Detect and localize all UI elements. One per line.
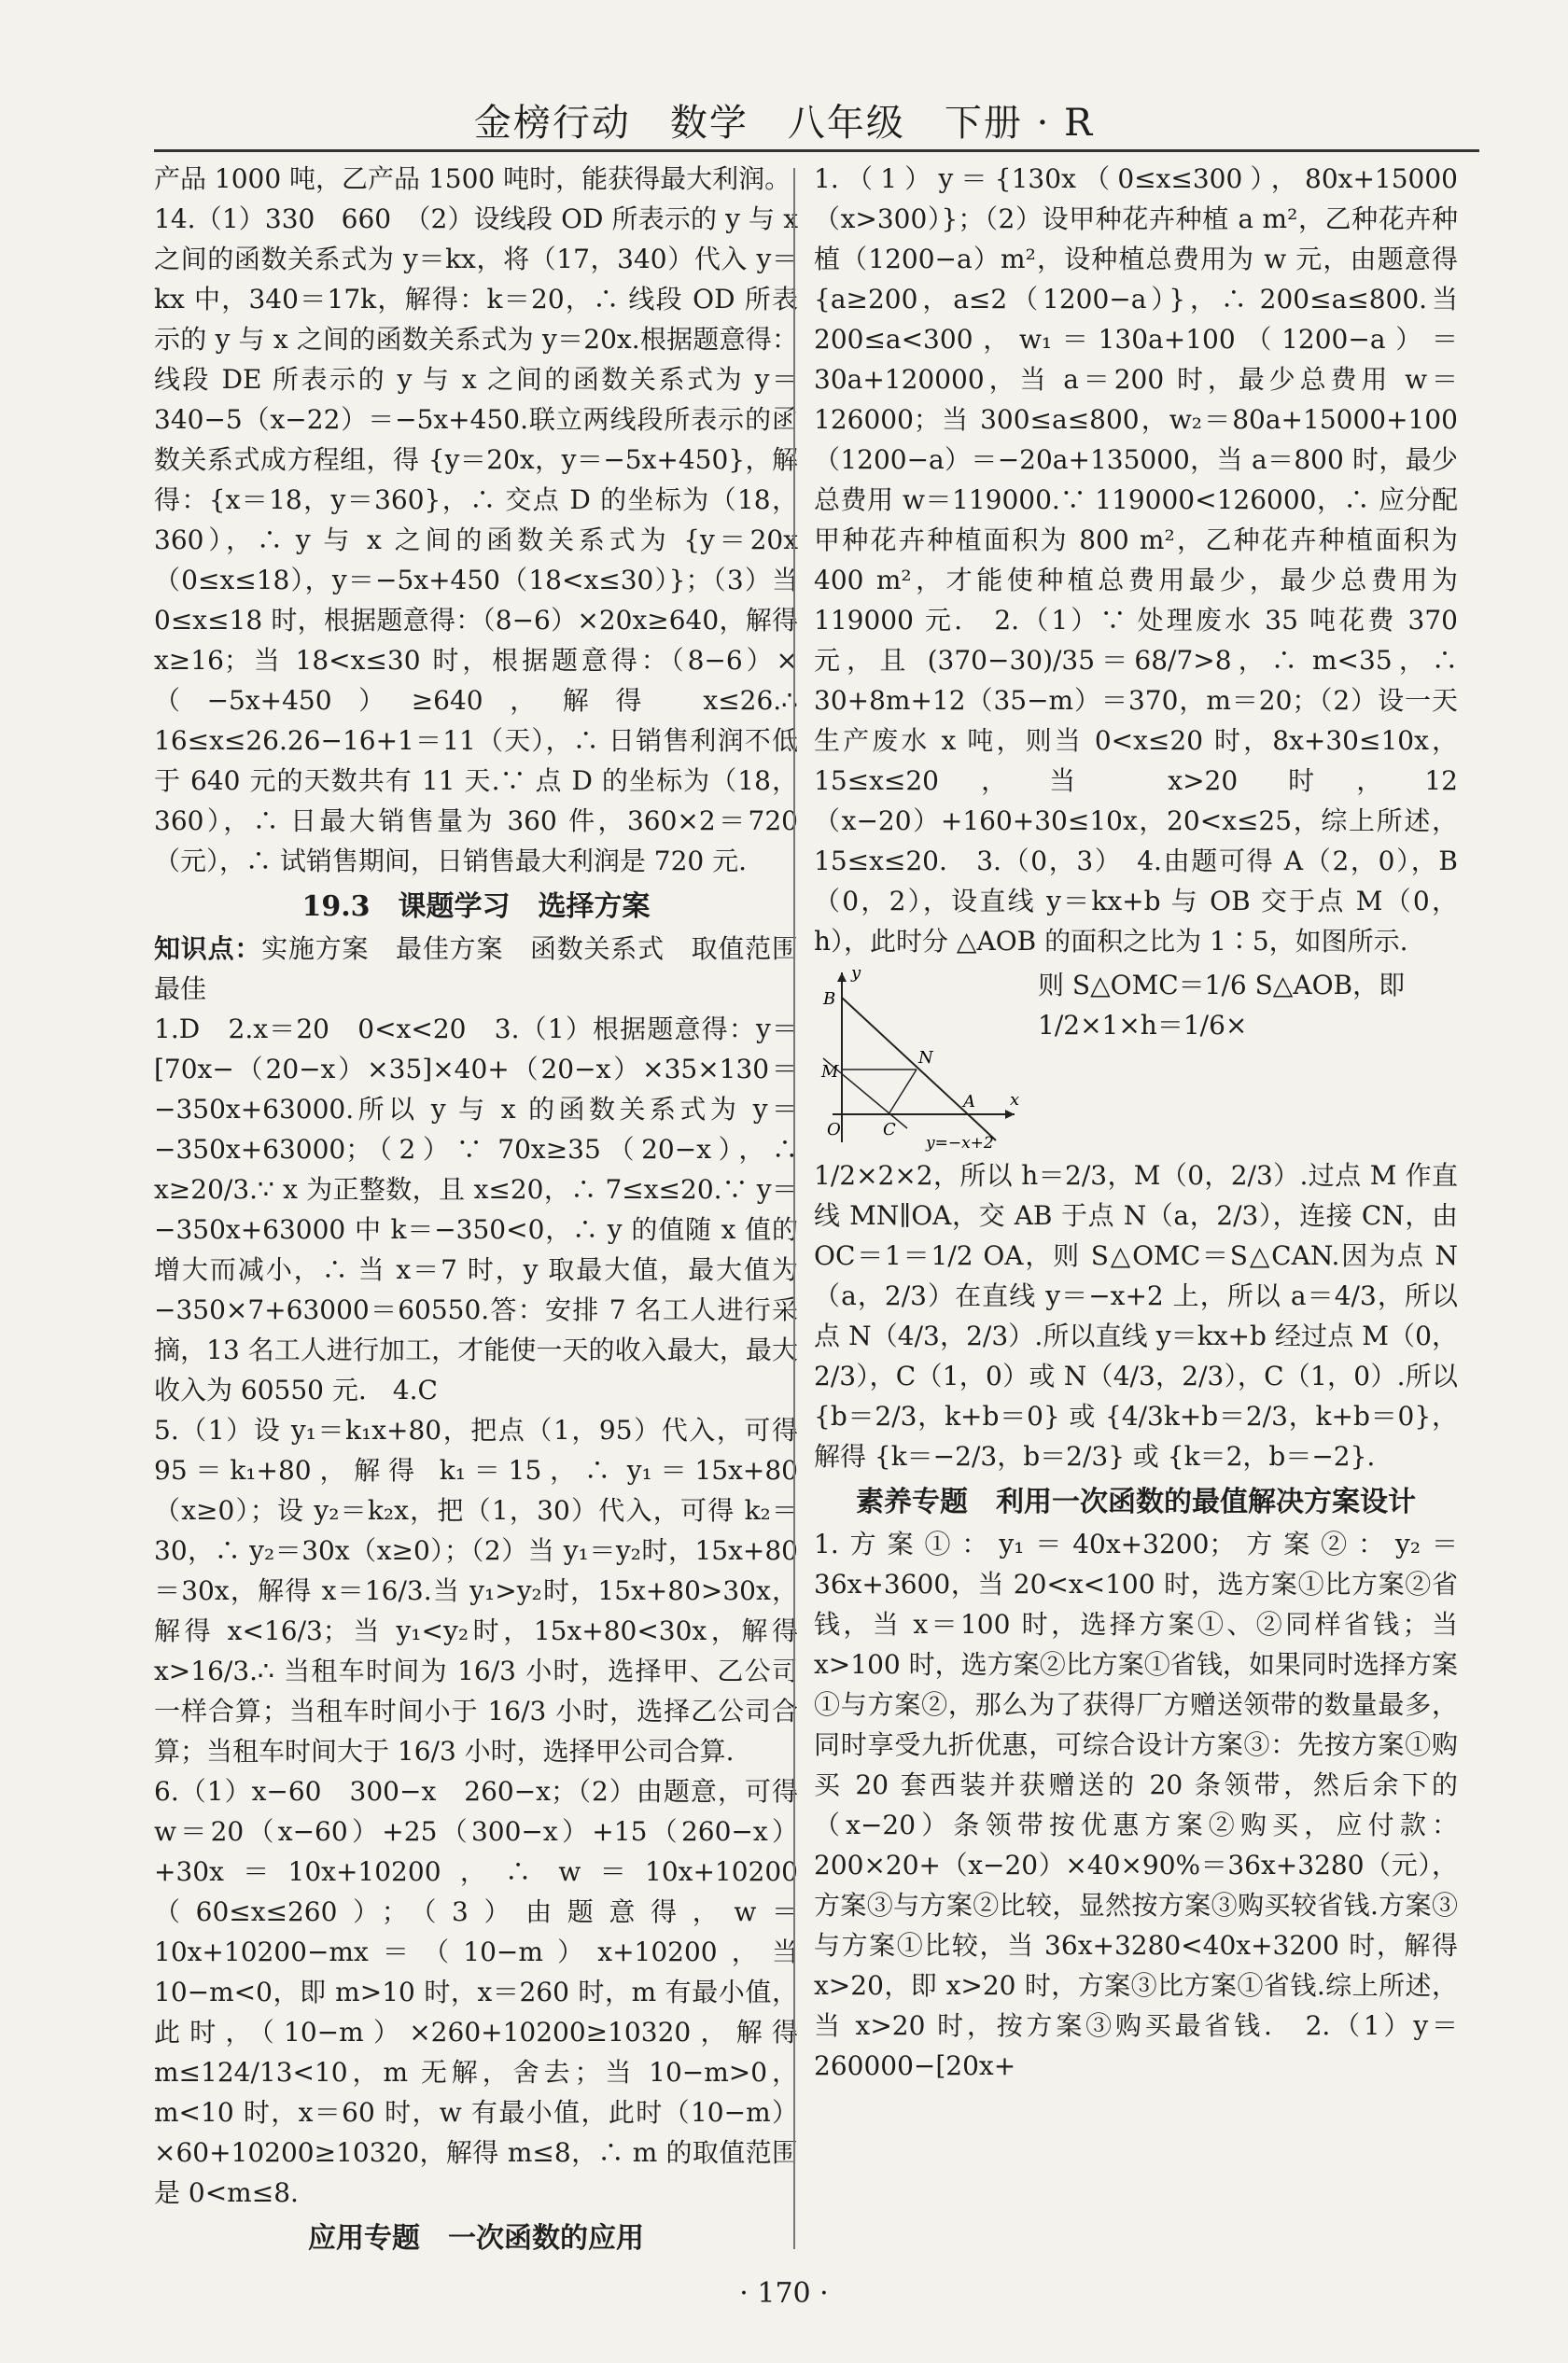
section-title-application: 应用专题 一次函数的应用 [308,2222,644,2255]
coordinate-figure [814,965,1458,1152]
label-m: M [821,1062,839,1082]
section-title-19-3: 19.3 课题学习 选择方案 [301,890,651,923]
left-paragraph-5: 6.（1）x−60 300−x 260−x；（2）由题意，可得 w＝20（x−60）+25（300−x）+15（260−x）+30x＝10x+10200，∴ w＝10x+10200（60≤x≤260）；（3）由题意得，w＝10x+10200−mx＝（10−m）x+10200，当 10−m<0，即 m>10 时，x＝260 时，m 有最小值，此时，（10−m）×260+10200≥10320，解得 m≤124/13<10，m 无解，舍去；当 10−m>0，m<10 时，x＝60 时，w 有最小值，此时（10−m）×60+10200≥10320，解得 m≤8，∴ m 的取值范围是 0<m≤8. [154,1776,798,2208]
right-paragraph-2: 1/2×2×2，所以 h＝2/3，M（0，2/3）.过点 M 作直线 MN∥OA，交 AB 于点 N（a，2/3），连接 CN，由 OC＝1＝1/2 OA，则 S△OMC＝S△CAN.因为点 N（a，2/3）在直线 y＝−x+2 上，所以 a＝4/3，所以点 N（4/3，2/3）.所以直线 y＝kx+b 经过点 M（0，2/3），C（1，0）或 N（4/3，2/3），C（1，0）.所以 {b＝2/3，k+b＝0} 或 {4/3k+b＝2/3，k+b＝0}，解得 {k＝−2/3，b＝2/3} 或 {k＝2，b＝−2}. [814,1160,1458,1472]
header-rule [154,149,1479,152]
line-cn [889,1070,917,1114]
right-column [814,159,1458,2249]
page-number: · 170 · [739,2277,829,2310]
coordinate-diagram [814,965,1029,1152]
left-column [154,159,825,2255]
left-paragraph-3: 1.D 2.x＝20 0<x<20 3.（1）根据题意得：y＝[70x−（20−x）×35]×40+（20−x）×35×130＝−350x+63000.所以 y 与 x 的函数关系式为 y＝−350x+63000；（2）∵ 70x≥35（20−x），∴ x≥20/3.∵ x 为正整数，且 x≤20，∴ 7≤x≤20.∵ y＝−350x+63000 中 k＝−350<0，∴ y 的值随 x 值的增大而减小，∴ 当 x＝7 时，y 取最大值，最大值为−350×7+63000＝60550.答：安排 7 名工人进行采摘，13 名工人进行加工，才能使一天的收入最大，最大收入为 60550 元. 4.C [154,1014,798,1405]
label-a: A [963,1092,975,1112]
label-x: x [1010,1090,1020,1110]
knowledge-label: 知识点： [154,933,262,964]
label-c: C [883,1120,896,1140]
x-axis-arrow [1005,1110,1015,1119]
left-paragraph-4: 5.（1）设 y₁＝k₁x+80，把点（1，95）代入，可得 95＝k₁+80，解得 k₁＝15，∴ y₁＝15x+80（x≥0）；设 y₂＝k₂x，把（1，30）代入，可得 k₂＝30，∴ y₂＝30x（x≥0）；（2）当 y₁＝y₂时，15x+80＝30x，解得 x＝16/3.当 y₁>y₂时，15x+80>30x，解得 x<16/3；当 y₁<y₂时，15x+80<30x，解得 x>16/3.∴ 当租车时间为 16/3 小时，选择甲、乙公司一样合算；当租车时间小于 16/3 小时，选择乙公司合算；当租车时间大于 16/3 小时，选择甲公司合算. [154,1415,798,1767]
figure-text: 则 S△OMC＝1/6 S△AOB，即 1/2×1×h＝1/6× [1038,970,1406,1041]
label-o: O [827,1120,841,1140]
label-y: y [851,963,861,983]
left-paragraph-1: 产品 1000 吨，乙产品 1500 吨时，能获得最大利润。 [154,163,791,194]
knowledge-text: 实施方案 最佳方案 函数关系式 取值范围 最佳 [154,933,825,1004]
section-title-literacy: 素养专题 利用一次函数的最值解决方案设计 [856,1486,1416,1518]
left-paragraph-2: 14.（1）330 660 （2）设线段 OD 所表示的 y 与 x 之间的函数关系式为 y＝kx，将（17，340）代入 y＝kx 中，340＝17k，解得：k＝20，∴ 线段 OD 所表示的 y 与 x 之间的函数关系式为 y＝20x.根据题意得：线段 DE 所表示的 y 与 x 之间的函数关系式为 y＝340−5（x−22）＝−5x+450.联立两线段所表示的函数关系式成方程组，得 {y＝20x，y＝−5x+450}，解得：{x＝18，y＝360}，∴ 交点 D 的坐标为（18，360），∴ y 与 x 之间的函数关系式为 {y＝20x（0≤x≤18），y＝−5x+450（18<x≤30）}；（3）当 0≤x≤18 时，根据题意得：（8−6）×20x≥640，解得 x≥16；当 18<x≤30 时，根据题意得：（8−6）×（−5x+450）≥640，解得 x≤26.∴ 16≤x≤26.26−16+1＝11（天），∴ 日销售利润不低于 640 元的天数共有 11 天.∵ 点 D 的坐标为（18，360），∴ 日最大销售量为 360 件，360×2＝720（元），∴ 试销售期间，日销售最大利润是 720 元. [154,203,798,876]
label-b: B [823,989,836,1009]
column-divider [793,168,795,2249]
right-paragraph-1: 1.（1）y＝{130x（0≤x≤300），80x+15000（x>300）}；（2）设甲种花卉种植 a m²，乙种花卉种植（1200−a）m²，设种植总费用为 w 元，由题意得 {a≥200，a≤2（1200−a）}，∴ 200≤a≤800.当 200≤a<300，w₁＝130a+100（1200−a）＝30a+120000，当 a＝200 时，最少总费用 w＝126000；当 300≤a≤800，w₂＝80a+15000+100（1200−a）＝−20a+135000，当 a＝800 时，最少总费用 w＝119000.∵ 119000<126000，∴ 应分配甲种花卉种植面积为 800 m²，乙种花卉种植面积为 400 m²，才能使种植总费用最少，最少总费用为 119000 元. 2.（1）∵ 处理废水 35 吨花费 370 元，且 (370−30)/35＝68/7>8，∴ m<35，∴ 30+8m+12（35−m）＝370，m＝20；（2）设一天生产废水 x 吨，则当 0<x≤20 时，8x+30≤10x，15≤x≤20，当 x>20 时，12（x−20）+160+30≤10x，20<x≤25，综上所述，15≤x≤20. 3.（0，3） 4.由题可得 A（2，0），B（0，2），设直线 y＝kx+b 与 OB 交于点 M（0，h），此时分 △AOB 的面积之比为 1∶5，如图所示. [814,163,1458,957]
right-paragraph-3: 1.方案①：y₁＝40x+3200；方案②：y₂＝36x+3600，当 20<x<100 时，选方案①比方案②省钱，当 x＝100 时，选择方案①、②同样省钱；当 x>100 时，选方案②比方案①省钱，如果同时选择方案①与方案②，那么为了获得厂方赠送领带的数量最多，同时享受九折优惠，可综合设计方案③：先按方案①购买 20 套西装并获赠送的 20 条领带，然后余下的（x−20）条领带按优惠方案②购买，应付款：200×20+（x−20）×40×90%＝36x+3280（元），方案③与方案②比较，显然按方案③购买较省钱.方案③与方案①比较，当 36x+3280<40x+3200 时，解得 x>20，即 x>20 时，方案③比方案①省钱.综上所述，当 x>20 时，按方案③购买最省钱. 2.（1）y＝260000−[20x+ [814,1529,1458,2081]
y-axis-arrow [837,972,847,982]
page-header: 金榜行动 数学 八年级 下册 · R [473,102,1095,145]
line-ab [842,998,968,1114]
label-n: N [918,1048,933,1068]
knowledge-points [154,929,825,1009]
line-equation-label: y=−x+2 [926,1134,994,1153]
